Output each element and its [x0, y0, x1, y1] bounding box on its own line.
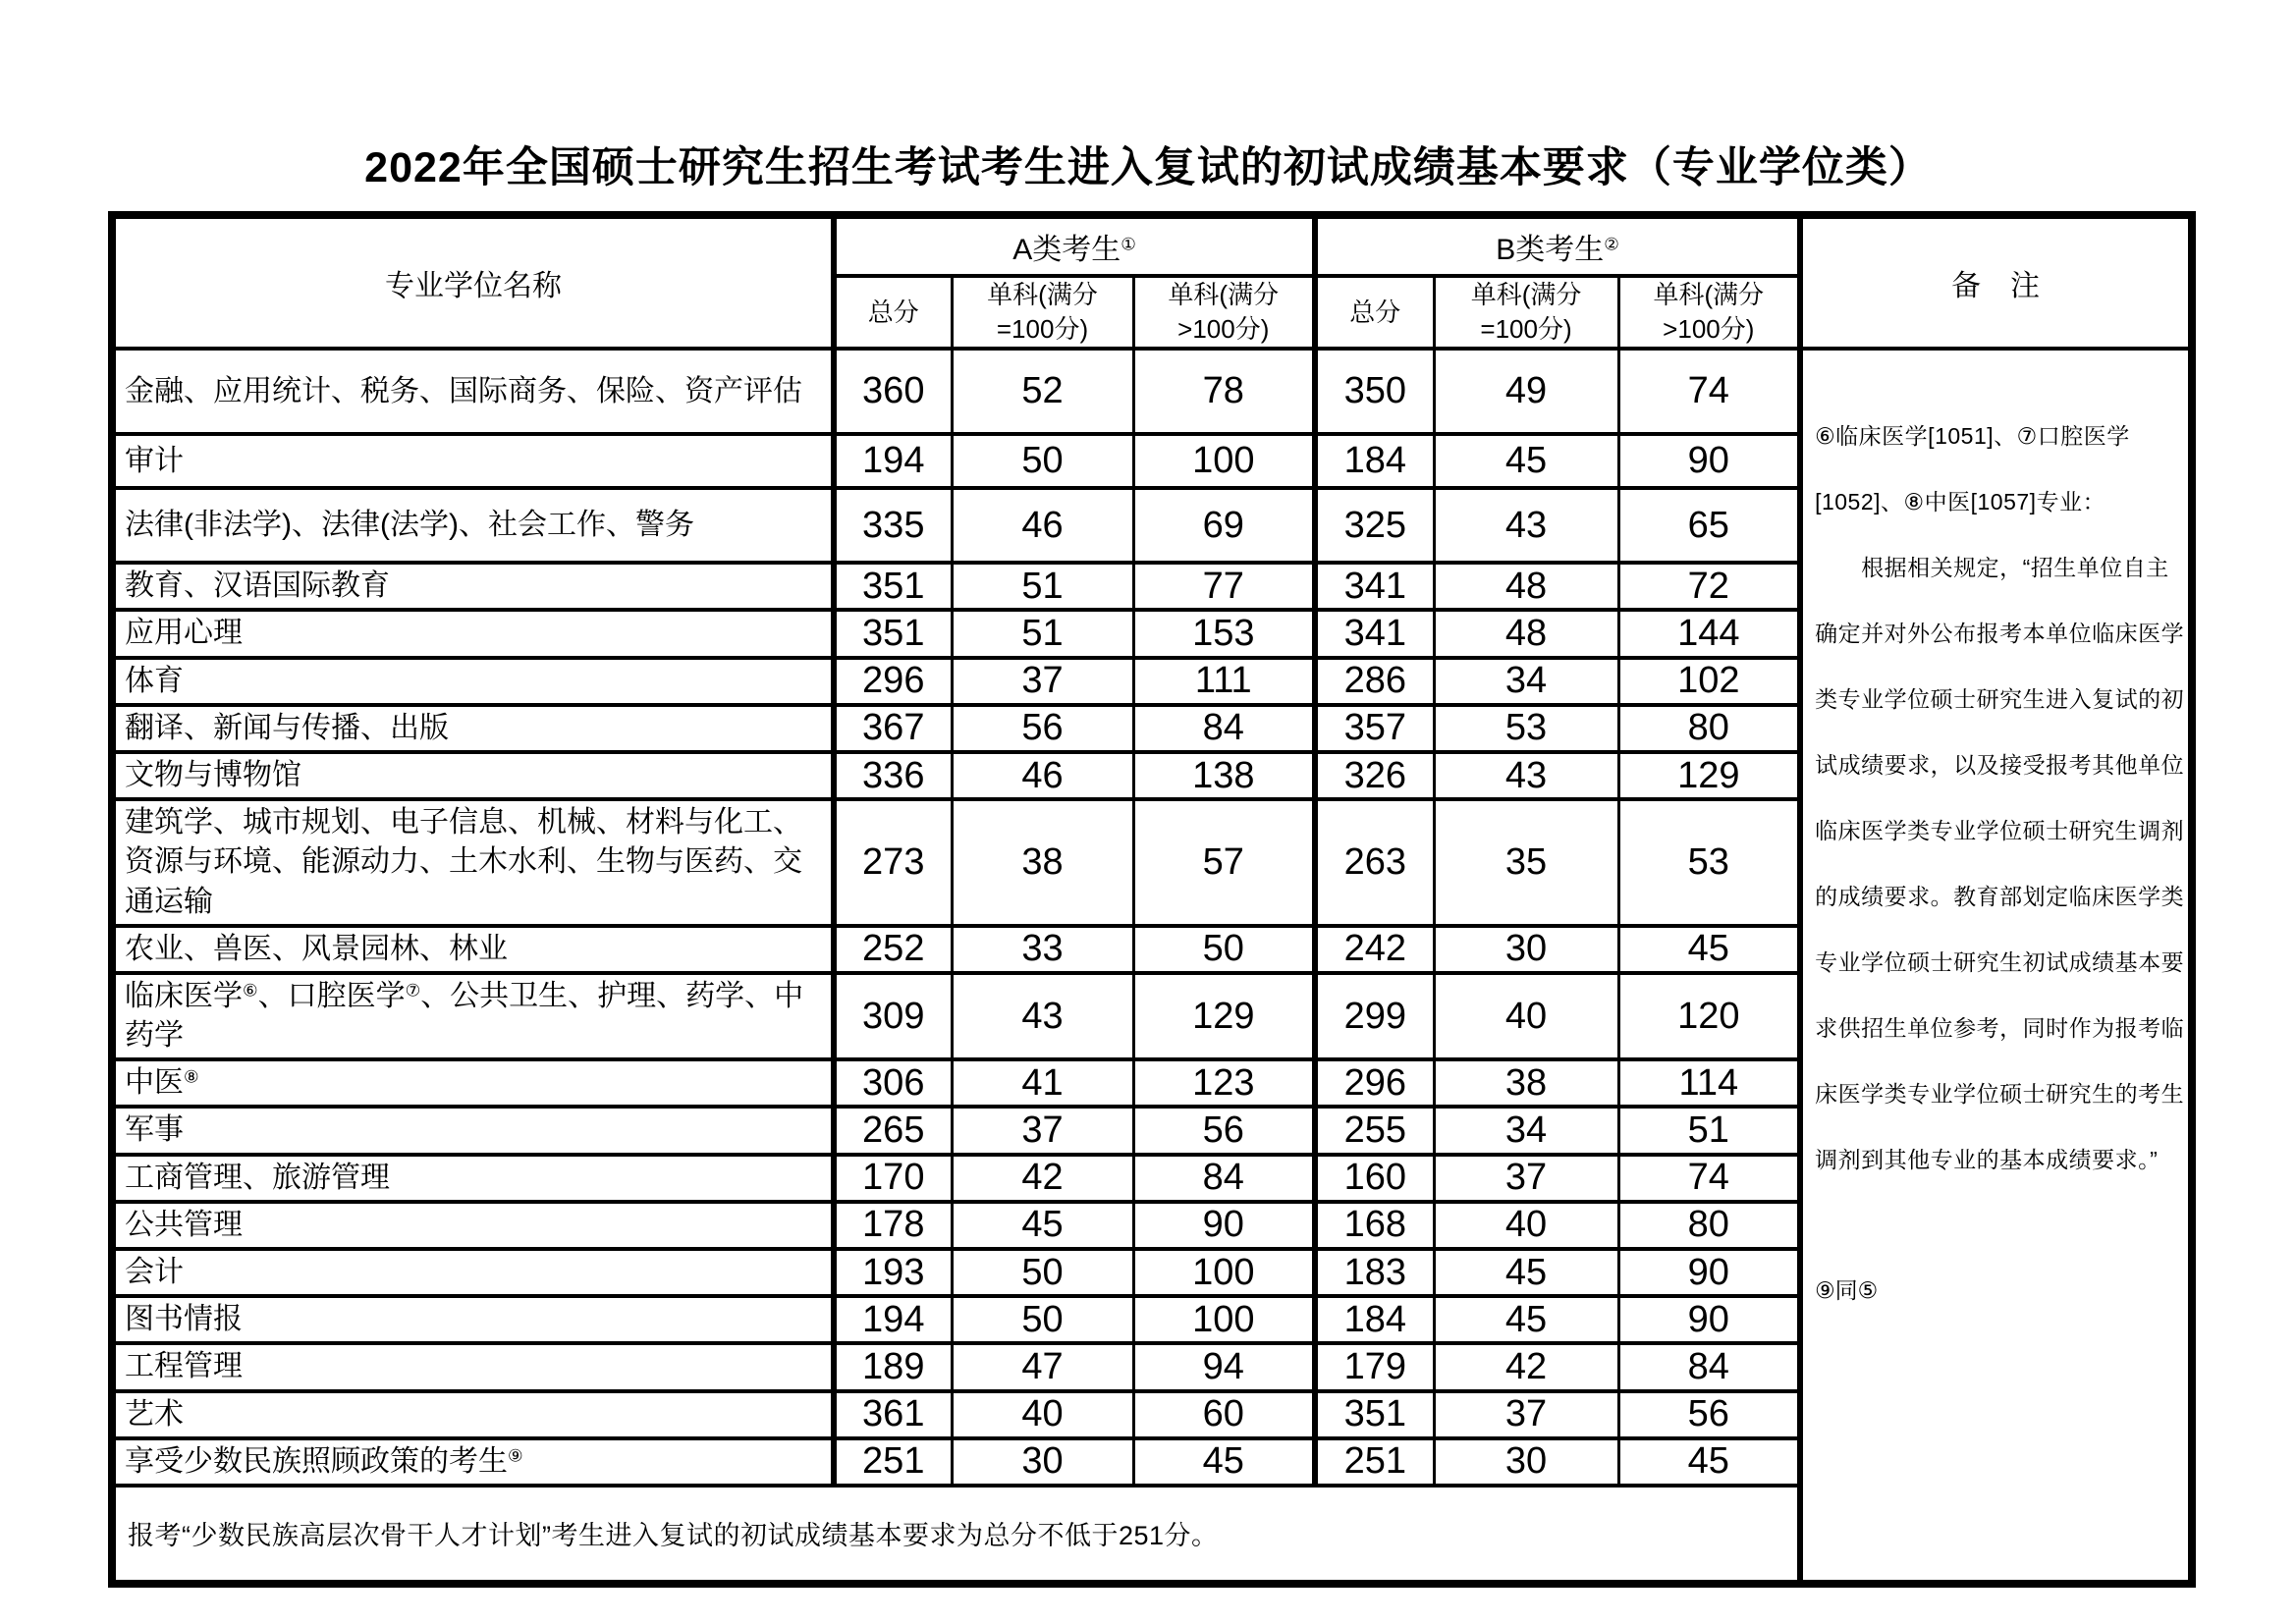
score-b-single-eq100: 38 — [1434, 1059, 1618, 1107]
degree-name-cell: 图书情报 — [112, 1296, 834, 1343]
score-a-single-gt100: 78 — [1133, 349, 1315, 434]
score-a-single-eq100: 37 — [952, 1107, 1133, 1154]
remarks-line: 求供招生单位参考，同时作为报考临 — [1815, 1015, 2185, 1042]
score-b-total: 299 — [1315, 973, 1434, 1059]
score-b-total: 251 — [1315, 1438, 1434, 1486]
col-header-a-total: 总分 — [834, 276, 952, 349]
group-a-label: A类考生 — [1012, 234, 1121, 266]
score-a-single-eq100: 38 — [952, 799, 1133, 926]
score-b-single-gt100: 51 — [1618, 1107, 1800, 1154]
score-b-total: 168 — [1315, 1202, 1434, 1249]
score-a-total: 351 — [834, 610, 952, 657]
score-b-total: 326 — [1315, 752, 1434, 799]
col-header-b-single-eq100: 单科(满分 =100分) — [1434, 276, 1618, 349]
col-header-group-a — [834, 215, 1315, 276]
degree-name-cell: 文物与博物馆 — [112, 752, 834, 799]
group-a-footnote-mark: ① — [1121, 234, 1136, 254]
score-b-total: 184 — [1315, 434, 1434, 488]
score-a-single-gt100: 77 — [1133, 563, 1315, 610]
score-b-single-eq100: 48 — [1434, 563, 1618, 610]
score-a-single-eq100: 50 — [952, 1296, 1133, 1343]
score-a-single-eq100: 30 — [952, 1438, 1133, 1486]
score-a-total: 194 — [834, 434, 952, 488]
score-a-single-eq100: 52 — [952, 349, 1133, 434]
remarks-line: 根据相关规定，“招生单位自主 — [1815, 555, 2169, 581]
score-a-total: 296 — [834, 658, 952, 705]
score-b-single-gt100: 129 — [1618, 752, 1800, 799]
remarks-line: 类专业学位硕士研究生进入复试的初 — [1815, 686, 2185, 713]
score-requirements-table — [108, 211, 2196, 1588]
score-a-total: 265 — [834, 1107, 952, 1154]
score-b-single-gt100: 114 — [1618, 1059, 1800, 1107]
degree-name-cell: 会计 — [112, 1249, 834, 1296]
score-a-single-eq100: 51 — [952, 563, 1133, 610]
score-b-single-gt100: 45 — [1618, 1438, 1800, 1486]
score-b-total: 296 — [1315, 1059, 1434, 1107]
score-a-total: 360 — [834, 349, 952, 434]
remarks-text — [1803, 351, 2188, 1324]
degree-name-cell: 体育 — [112, 658, 834, 705]
score-a-total: 361 — [834, 1391, 952, 1438]
score-a-total: 335 — [834, 488, 952, 563]
score-b-single-gt100: 84 — [1618, 1343, 1800, 1390]
score-a-total: 251 — [834, 1438, 952, 1486]
score-b-single-gt100: 45 — [1618, 926, 1800, 973]
score-b-single-eq100: 34 — [1434, 658, 1618, 705]
score-a-single-eq100: 37 — [952, 658, 1133, 705]
degree-name-cell: 教育、汉语国际教育 — [112, 563, 834, 610]
minority-plan-footnote: 报考“少数民族高层次骨干人才计划”考生进入复试的初试成绩基本要求为总分不低于251分。 — [112, 1486, 1800, 1584]
score-b-single-eq100: 40 — [1434, 973, 1618, 1059]
col-header-remarks: 备 注 — [1800, 215, 2192, 349]
score-b-single-gt100: 90 — [1618, 1249, 1800, 1296]
score-a-total: 194 — [834, 1296, 952, 1343]
score-b-single-eq100: 48 — [1434, 610, 1618, 657]
col-header-degree-name: 专业学位名称 — [112, 215, 834, 349]
score-b-single-eq100: 45 — [1434, 1249, 1618, 1296]
degree-name-cell: 建筑学、城市规划、电子信息、机械、材料与化工、资源与环境、能源动力、土木水利、生物与医药、交通运输 — [112, 799, 834, 926]
remarks-line: ⑥临床医学[1051]、⑦口腔医学 — [1815, 423, 2130, 450]
remarks-note-9: ⑨同⑤ — [1815, 1277, 1879, 1304]
degree-name-cell: 艺术 — [112, 1391, 834, 1438]
score-a-total: 306 — [834, 1059, 952, 1107]
score-b-single-eq100: 45 — [1434, 1296, 1618, 1343]
score-a-single-eq100: 50 — [952, 434, 1133, 488]
score-a-single-gt100: 69 — [1133, 488, 1315, 563]
score-a-total: 273 — [834, 799, 952, 926]
degree-name-cell: 农业、兽医、风景园林、林业 — [112, 926, 834, 973]
score-b-single-eq100: 37 — [1434, 1391, 1618, 1438]
degree-name-cell: 审计 — [112, 434, 834, 488]
score-b-single-eq100: 37 — [1434, 1155, 1618, 1202]
group-b-label: B类考生 — [1496, 234, 1605, 266]
degree-name-cell: 翻译、新闻与传播、出版 — [112, 705, 834, 752]
score-b-single-eq100: 45 — [1434, 434, 1618, 488]
score-a-single-gt100: 138 — [1133, 752, 1315, 799]
score-b-single-gt100: 80 — [1618, 705, 1800, 752]
score-a-single-eq100: 56 — [952, 705, 1133, 752]
score-a-single-eq100: 47 — [952, 1343, 1133, 1390]
score-b-total: 255 — [1315, 1107, 1434, 1154]
score-b-total: 325 — [1315, 488, 1434, 563]
score-a-single-gt100: 50 — [1133, 926, 1315, 973]
score-b-total: 242 — [1315, 926, 1434, 973]
score-a-single-gt100: 45 — [1133, 1438, 1315, 1486]
score-b-total: 179 — [1315, 1343, 1434, 1390]
remarks-line: 试成绩要求，以及接受报考其他单位 — [1815, 752, 2185, 779]
score-a-single-gt100: 57 — [1133, 799, 1315, 926]
score-b-total: 351 — [1315, 1391, 1434, 1438]
col-header-b-total: 总分 — [1315, 276, 1434, 349]
remarks-line: 调剂到其他专业的基本成绩要求。” — [1815, 1147, 2159, 1173]
degree-name-cell: 应用心理 — [112, 610, 834, 657]
score-b-single-gt100: 90 — [1618, 1296, 1800, 1343]
remarks-line: 临床医学类专业学位硕士研究生调剂 — [1815, 818, 2185, 844]
score-a-single-eq100: 45 — [952, 1202, 1133, 1249]
score-a-single-gt100: 60 — [1133, 1391, 1315, 1438]
score-a-single-gt100: 56 — [1133, 1107, 1315, 1154]
score-b-total: 286 — [1315, 658, 1434, 705]
degree-name-cell: 工程管理 — [112, 1343, 834, 1390]
score-b-total: 160 — [1315, 1155, 1434, 1202]
score-a-single-gt100: 100 — [1133, 434, 1315, 488]
score-b-single-eq100: 30 — [1434, 926, 1618, 973]
remarks-cell — [1800, 349, 2192, 1584]
score-b-single-gt100: 90 — [1618, 434, 1800, 488]
score-b-total: 341 — [1315, 610, 1434, 657]
score-a-total: 252 — [834, 926, 952, 973]
score-b-single-gt100: 74 — [1618, 1155, 1800, 1202]
score-a-total: 178 — [834, 1202, 952, 1249]
table-body — [112, 349, 2192, 1584]
score-b-single-eq100: 53 — [1434, 705, 1618, 752]
score-a-total: 189 — [834, 1343, 952, 1390]
remarks-line: 床医学类专业学位硕士研究生的考生 — [1815, 1081, 2185, 1108]
remarks-line: 确定并对外公布报考本单位临床医学 — [1815, 621, 2185, 647]
remarks-line: 的成绩要求。教育部划定临床医学类 — [1815, 884, 2185, 910]
score-b-single-eq100: 43 — [1434, 488, 1618, 563]
score-b-single-eq100: 35 — [1434, 799, 1618, 926]
score-a-total: 309 — [834, 973, 952, 1059]
score-a-single-eq100: 51 — [952, 610, 1133, 657]
score-b-single-gt100: 102 — [1618, 658, 1800, 705]
degree-name-cell: 临床医学⑥、口腔医学⑦、公共卫生、护理、药学、中药学 — [112, 973, 834, 1059]
score-a-single-gt100: 100 — [1133, 1296, 1315, 1343]
score-b-single-gt100: 120 — [1618, 973, 1800, 1059]
score-a-single-eq100: 33 — [952, 926, 1133, 973]
score-b-single-gt100: 65 — [1618, 488, 1800, 563]
score-a-single-eq100: 43 — [952, 973, 1133, 1059]
score-a-single-eq100: 50 — [952, 1249, 1133, 1296]
score-a-single-gt100: 153 — [1133, 610, 1315, 657]
score-a-total: 351 — [834, 563, 952, 610]
score-a-single-gt100: 90 — [1133, 1202, 1315, 1249]
score-b-total: 263 — [1315, 799, 1434, 926]
degree-name-cell: 享受少数民族照顾政策的考生⑨ — [112, 1438, 834, 1486]
score-a-single-eq100: 46 — [952, 488, 1133, 563]
degree-name-cell: 军事 — [112, 1107, 834, 1154]
score-b-single-gt100: 144 — [1618, 610, 1800, 657]
score-a-total: 367 — [834, 705, 952, 752]
degree-name-cell: 工商管理、旅游管理 — [112, 1155, 834, 1202]
score-b-single-eq100: 42 — [1434, 1343, 1618, 1390]
score-a-single-gt100: 84 — [1133, 1155, 1315, 1202]
score-b-single-gt100: 74 — [1618, 349, 1800, 434]
score-a-single-eq100: 40 — [952, 1391, 1133, 1438]
score-b-single-gt100: 72 — [1618, 563, 1800, 610]
col-header-a-single-gt100: 单科(满分 >100分) — [1133, 276, 1315, 349]
score-b-single-eq100: 49 — [1434, 349, 1618, 434]
score-a-single-eq100: 41 — [952, 1059, 1133, 1107]
group-b-footnote-mark: ② — [1604, 234, 1619, 254]
score-a-total: 336 — [834, 752, 952, 799]
degree-name-cell: 法律(非法学)、法律(法学)、社会工作、警务 — [112, 488, 834, 563]
score-a-total: 170 — [834, 1155, 952, 1202]
score-b-single-eq100: 40 — [1434, 1202, 1618, 1249]
score-a-single-eq100: 42 — [952, 1155, 1133, 1202]
degree-name-cell: 公共管理 — [112, 1202, 834, 1249]
score-b-single-gt100: 53 — [1618, 799, 1800, 926]
score-b-single-gt100: 56 — [1618, 1391, 1800, 1438]
score-b-total: 184 — [1315, 1296, 1434, 1343]
score-a-single-eq100: 46 — [952, 752, 1133, 799]
score-b-single-eq100: 30 — [1434, 1438, 1618, 1486]
score-b-single-gt100: 80 — [1618, 1202, 1800, 1249]
score-a-single-gt100: 100 — [1133, 1249, 1315, 1296]
score-b-single-eq100: 34 — [1434, 1107, 1618, 1154]
score-b-total: 183 — [1315, 1249, 1434, 1296]
score-b-single-eq100: 43 — [1434, 752, 1618, 799]
score-a-single-gt100: 123 — [1133, 1059, 1315, 1107]
header-row-groups — [112, 215, 2192, 276]
remarks-line: 专业学位硕士研究生初试成绩基本要 — [1815, 949, 2185, 976]
remarks-line: [1052]、⑧中医[1057]专业： — [1815, 489, 2106, 515]
degree-name-cell: 金融、应用统计、税务、国际商务、保险、资产评估 — [112, 349, 834, 434]
col-header-group-b — [1315, 215, 1800, 276]
table-row — [112, 349, 2192, 434]
score-a-single-gt100: 111 — [1133, 658, 1315, 705]
score-b-total: 357 — [1315, 705, 1434, 752]
degree-name-cell: 中医⑧ — [112, 1059, 834, 1107]
score-a-single-gt100: 129 — [1133, 973, 1315, 1059]
score-a-total: 193 — [834, 1249, 952, 1296]
score-a-single-gt100: 84 — [1133, 705, 1315, 752]
score-b-total: 341 — [1315, 563, 1434, 610]
col-header-b-single-gt100: 单科(满分 >100分) — [1618, 276, 1800, 349]
col-header-a-single-eq100: 单科(满分 =100分) — [952, 276, 1133, 349]
score-b-total: 350 — [1315, 349, 1434, 434]
score-a-single-gt100: 94 — [1133, 1343, 1315, 1390]
page-title: 2022年全国硕士研究生招生考试考生进入复试的初试成绩基本要求（专业学位类） — [364, 144, 1932, 191]
